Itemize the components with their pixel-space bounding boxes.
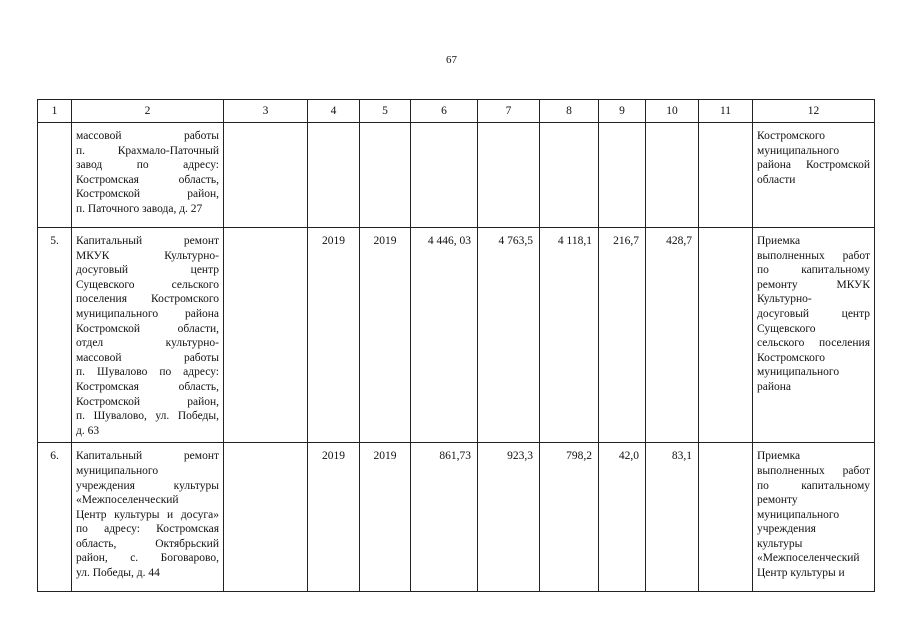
cell-text-line: ул. Победы, д. 44 <box>76 567 160 580</box>
cell-col-10 <box>646 123 699 228</box>
cell-col-6: 4 446, 03 <box>411 228 478 443</box>
header-col-4: 4 <box>308 100 360 123</box>
cell-text-line: Капитальный ремонт <box>76 235 219 247</box>
cell-col-3 <box>224 123 308 228</box>
header-col-2: 2 <box>72 100 224 123</box>
result-description <box>753 123 875 228</box>
cell-year-end <box>360 123 411 228</box>
cell-text-line: п. Шувалово, ул. Победы, <box>76 410 219 423</box>
cell-text-line: «Межпоселенческий <box>76 494 179 507</box>
cell-col-7: 4 763,5 <box>478 228 540 443</box>
cell-col-6 <box>411 123 478 228</box>
cell-col-10: 83,1 <box>646 443 699 592</box>
cell-col-3 <box>224 228 308 443</box>
cell-text-line: культуры <box>757 537 803 550</box>
cell-col-11 <box>699 228 753 443</box>
cell-year-start: 2019 <box>308 228 360 443</box>
cell-text-line: по капитальному <box>757 479 870 492</box>
cell-text-line: ремонту <box>757 494 798 507</box>
table-row <box>38 443 875 592</box>
cell-col-8: 798,2 <box>540 443 599 592</box>
cell-text-line: Капитальный ремонт <box>76 450 219 463</box>
cell-year-end: 2019 <box>360 228 411 443</box>
cell-year-start: 2019 <box>308 443 360 592</box>
cell-text-line: выполненных работ <box>757 249 870 262</box>
cell-text-line: досуговый центр <box>76 264 219 277</box>
header-col-7: 7 <box>478 100 540 123</box>
cell-text-line: Приемка <box>757 235 801 247</box>
cell-text-line: п. Паточного завода, д. 27 <box>76 202 203 215</box>
cell-text-line: массовой работы <box>76 351 219 364</box>
row-index: 6. <box>38 443 72 592</box>
cell-text-line: поселения Костромского <box>76 293 219 306</box>
cell-text-line: область, Октябрьский <box>76 537 219 550</box>
cell-text-line: Костромская область, <box>76 380 219 393</box>
cell-text-line: Приемка <box>757 450 801 463</box>
cell-text-line: муниципального района <box>76 307 219 320</box>
cell-text-line: Костромской области, <box>76 322 219 335</box>
object-description <box>72 123 224 228</box>
cell-text-line: по капитальному <box>757 264 870 277</box>
cell-text-line: п. Крахмало-Паточный <box>76 144 219 157</box>
row-index: 5. <box>38 228 72 443</box>
cell-text-line: МКУК Культурно- <box>76 249 219 262</box>
header-col-1: 1 <box>38 100 72 123</box>
cell-text-line: п. Шувалово по адресу: <box>76 366 219 379</box>
cell-text-line: ремонту МКУК <box>757 278 870 291</box>
row-index <box>38 123 72 228</box>
cell-col-7: 923,3 <box>478 443 540 592</box>
table-row <box>38 228 875 443</box>
cell-text-line: Культурно- <box>757 293 812 306</box>
cell-col-11 <box>699 443 753 592</box>
cell-col-10: 428,7 <box>646 228 699 443</box>
cell-col-6: 861,73 <box>411 443 478 592</box>
cell-col-3 <box>224 443 308 592</box>
cell-text-line: области <box>757 173 796 186</box>
cell-text-line: досуговый центр <box>757 307 870 320</box>
result-description <box>753 228 875 443</box>
cell-text-line: муниципального <box>757 366 840 379</box>
page-number: 67 <box>446 54 457 66</box>
header-row <box>38 100 875 123</box>
cell-col-9 <box>599 123 646 228</box>
cell-text-line: район, с. Боговарово, <box>76 552 219 565</box>
cell-col-8 <box>540 123 599 228</box>
cell-text-line: учреждения культуры <box>76 479 219 492</box>
cell-text-line: массовой работы <box>76 130 219 142</box>
cell-text-line: района <box>757 380 792 393</box>
cell-text-line: д. 63 <box>76 424 100 437</box>
cell-col-9: 42,0 <box>599 443 646 592</box>
cell-text-line: Костромского <box>757 130 826 142</box>
header-col-6: 6 <box>411 100 478 123</box>
header-col-12: 12 <box>753 100 875 123</box>
cell-year-start <box>308 123 360 228</box>
cell-text-line: отдел культурно- <box>76 337 219 350</box>
header-col-5: 5 <box>360 100 411 123</box>
cell-text-line: Центр культуры и <box>757 567 845 580</box>
cell-text-line: Костромской район, <box>76 395 219 408</box>
result-description <box>753 443 875 592</box>
cell-text-line: района Костромской <box>757 159 870 172</box>
cell-text-line: муниципального <box>757 144 840 157</box>
cell-col-7 <box>478 123 540 228</box>
cell-text-line: Костромского <box>757 351 826 364</box>
cell-text-line: выполненных работ <box>757 464 870 477</box>
header-col-8: 8 <box>540 100 599 123</box>
table-header <box>38 100 875 123</box>
cell-text-line: Сущевского сельского <box>76 278 219 291</box>
cell-text-line: «Межпоселенческий <box>757 552 860 565</box>
header-col-10: 10 <box>646 100 699 123</box>
object-description <box>72 443 224 592</box>
cell-text-line: по адресу: Костромская <box>76 523 219 536</box>
cell-col-11 <box>699 123 753 228</box>
cell-text-line: Сущевского <box>757 322 816 335</box>
cell-text-line: сельского поселения <box>757 337 870 350</box>
table-row <box>38 123 875 228</box>
cell-col-8: 4 118,1 <box>540 228 599 443</box>
table-body <box>38 123 875 592</box>
cell-col-9: 216,7 <box>599 228 646 443</box>
object-description <box>72 228 224 443</box>
header-col-11: 11 <box>699 100 753 123</box>
cell-year-end: 2019 <box>360 443 411 592</box>
cell-text-line: учреждения <box>757 523 816 536</box>
cell-text-line: муниципального <box>757 508 840 521</box>
cell-text-line: Костромская область, <box>76 173 219 186</box>
header-col-3: 3 <box>224 100 308 123</box>
cell-text-line: Костромской район, <box>76 188 219 201</box>
header-col-9: 9 <box>599 100 646 123</box>
cell-text-line: завод по адресу: <box>76 159 219 172</box>
report-table <box>37 99 875 592</box>
cell-text-line: Центр культуры и досуга» <box>76 508 219 521</box>
cell-text-line: муниципального <box>76 464 159 477</box>
